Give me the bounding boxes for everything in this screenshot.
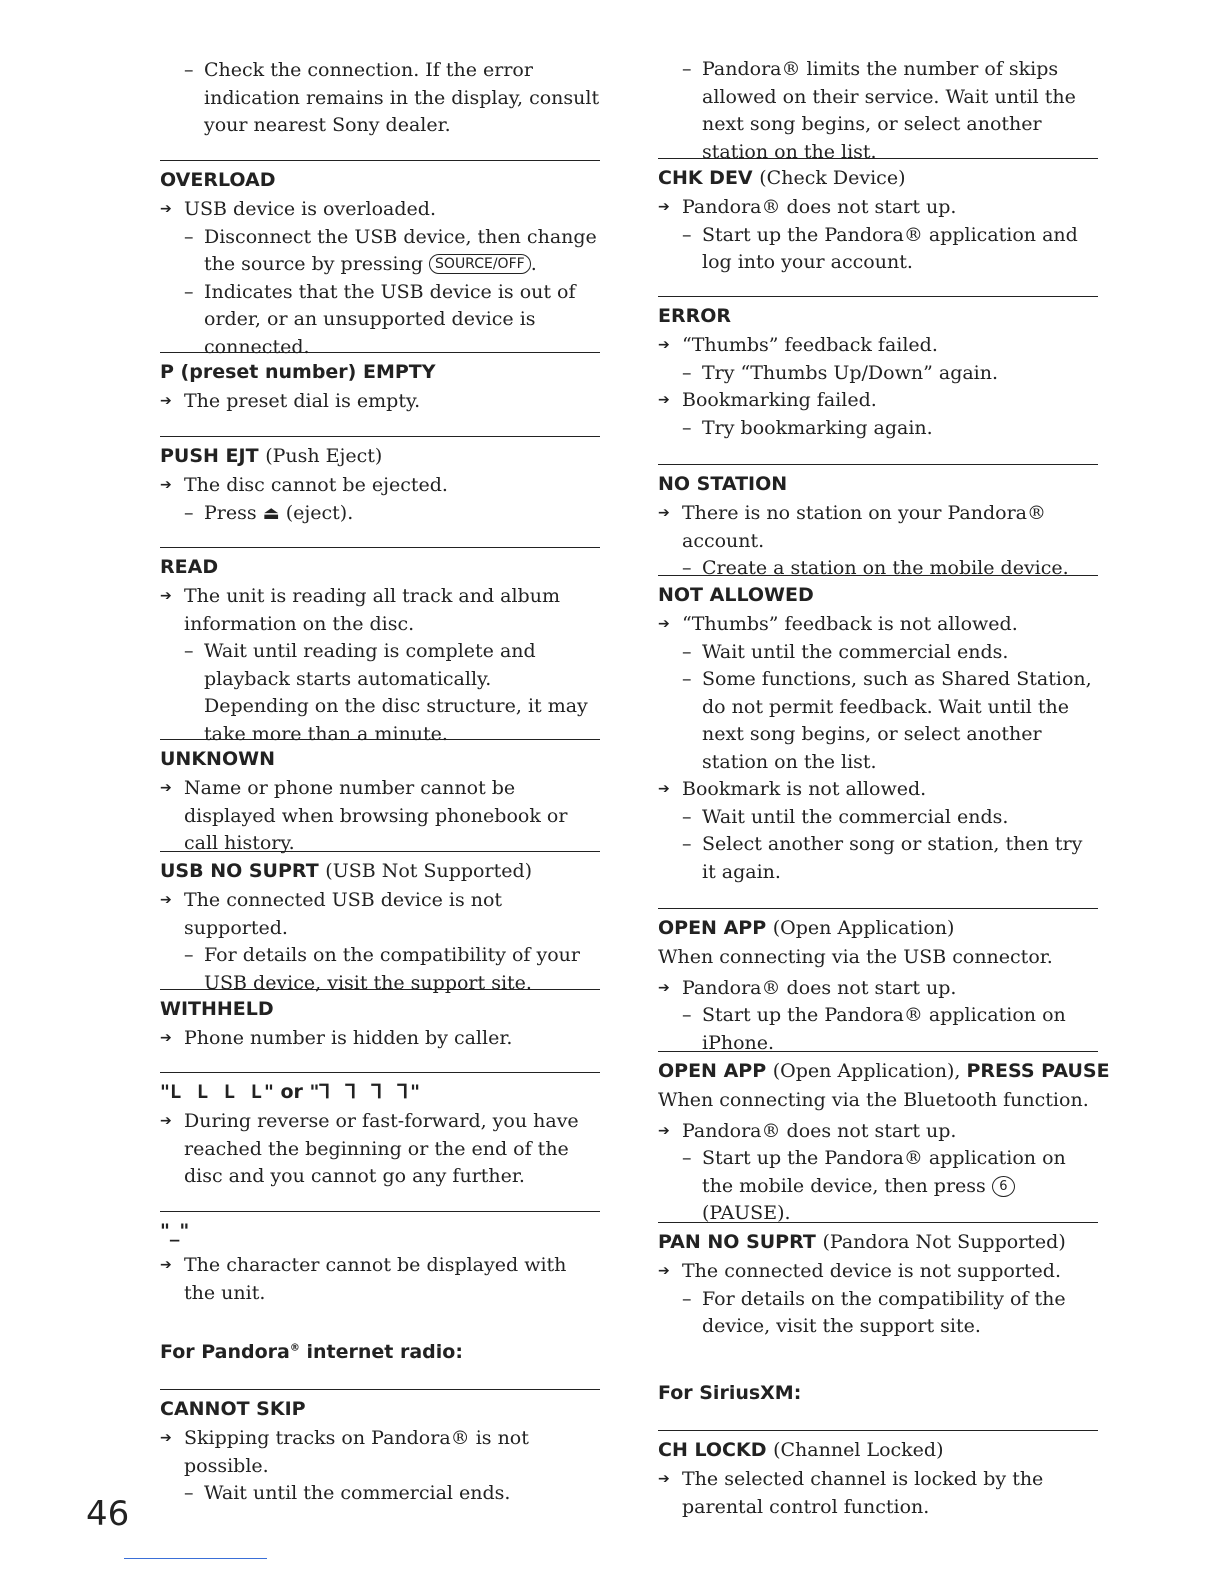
cause-text: ➔ Bookmark is not allowed. — [658, 776, 1098, 804]
remedy-text: – Try bookmarking again. — [658, 415, 1098, 443]
cause-text: ➔ Phone number is hidden by caller. — [160, 1025, 600, 1053]
cause-text: ➔ During reverse or fast-forward, you have reached the beginning or the end of the disc and you cannot go any further. — [160, 1108, 600, 1191]
remedy-text: – For details on the compatibility of your USB device, visit the support site. — [160, 942, 600, 997]
title-description: (Push Eject) — [265, 445, 383, 467]
message-segment-indication — [160, 1072, 600, 1191]
cause-text: ➔ The character cannot be displayed with the unit. — [160, 1252, 600, 1307]
cause-text: ➔ There is no station on your Pandora® account. — [658, 500, 1098, 555]
remedy-text: – Pandora® limits the number of skips allowed on their service. Wait until the next song begins, or select another station on the list. — [658, 56, 1098, 166]
remedy-text-part: (eject). — [279, 501, 354, 524]
remedy-text: – Check the connection. If the error indication remains in the display, consult your nearest Sony dealer. — [160, 57, 600, 140]
cause-text: ➔ The connected device is not supported. — [658, 1258, 1098, 1286]
remedy-text-part: Press — [204, 501, 263, 524]
remedy-text: – Start up the Pandora® application and log into your account. — [658, 222, 1098, 277]
title-description: (Check Device) — [759, 167, 906, 189]
cause-text: ➔ Skipping tracks on Pandora® is not possible. — [160, 1425, 600, 1480]
title-description: (Open Application) — [772, 917, 955, 939]
segment-end-indicator: ꓶ ꓶ ꓶ ꓶ — [319, 1081, 411, 1103]
title-code: PUSH EJT — [160, 445, 259, 467]
message-title — [658, 165, 1098, 191]
remedy-text: – Try “Thumbs Up/Down” again. — [658, 360, 1098, 388]
cause-text: ➔ “Thumbs” feedback failed. — [658, 332, 1098, 360]
source-off-key-icon: SOURCE/OFF — [429, 254, 531, 274]
cause-text: ➔ The disc cannot be ejected. — [160, 472, 600, 500]
title-code: PAN NO SUPRT — [658, 1231, 816, 1253]
siriusxm-section-heading: For SiriusXM: — [658, 1382, 802, 1404]
quote-mark: " — [160, 1081, 170, 1103]
title-code: OPEN APP — [658, 1060, 767, 1082]
eject-icon: ⏏ — [262, 502, 280, 524]
remedy-text — [160, 500, 600, 528]
message-preset-empty — [160, 352, 600, 416]
remedy-text: – Wait until the commercial ends. — [160, 1480, 600, 1508]
page-number: 46 — [86, 1494, 130, 1534]
message-overload — [160, 160, 600, 361]
message-cannot-skip — [160, 1389, 600, 1508]
remedy-text: – For details on the compatibility of the device, visit the support site. — [658, 1286, 1098, 1341]
message-title: NO STATION — [658, 473, 788, 495]
remedy-text: – Indicates that the USB device is out of order, or an unsupported device is connected. — [160, 279, 600, 362]
message-title: WITHHELD — [160, 998, 274, 1020]
message-pan-no-suprt — [658, 1222, 1098, 1341]
remedy-text: – Wait until reading is complete and playback starts automatically. Depending on the disc structure, it may take more than a minute. — [160, 638, 600, 748]
pause-key-icon: 6 — [992, 1176, 1015, 1197]
cause-text: ➔ “Thumbs” feedback is not allowed. — [658, 611, 1098, 639]
continued-item — [160, 57, 600, 140]
or-text: or — [273, 1081, 310, 1103]
message-underscore — [160, 1211, 600, 1307]
pandora-section-heading — [160, 1341, 463, 1363]
remedy-text-part: . — [530, 253, 537, 275]
title-description: (USB Not Supported) — [325, 860, 533, 882]
message-title: UNKNOWN — [160, 748, 275, 770]
title-code: CHK DEV — [658, 167, 753, 189]
quote-mark: " — [410, 1081, 421, 1103]
remedy-text: – Wait until the commercial ends. — [658, 804, 1098, 832]
quote-mark: " — [309, 1081, 320, 1103]
cause-text: ➔ Pandora® does not start up. — [658, 1118, 1098, 1146]
cause-text: ➔ Pandora® does not start up. — [658, 194, 1098, 222]
message-title — [658, 1058, 1110, 1084]
remedy-text-part: Disconnect the USB device, then change the source by pressing — [204, 225, 597, 275]
remedy-text — [658, 1145, 1098, 1228]
message-ch-lockd — [658, 1430, 1098, 1521]
cause-text: ➔ The preset dial is empty. — [160, 388, 600, 416]
title-code: CH LOCKD — [658, 1439, 767, 1461]
message-chk-dev — [658, 158, 1098, 277]
continued-item — [658, 56, 1098, 166]
cause-text: ➔ USB device is overloaded. — [160, 196, 600, 224]
remedy-text: – Some functions, such as Shared Station, do not permit feedback. Wait until the next song begins, or select another station on the list. — [658, 666, 1098, 776]
title-description: (Channel Locked) — [773, 1439, 944, 1461]
message-title — [658, 1437, 1098, 1463]
remedy-text — [160, 224, 600, 279]
cause-text: ➔ The connected USB device is not supported. — [160, 887, 600, 942]
segment-start-indicator: L L L L — [169, 1081, 264, 1103]
heading-text: For Pandora — [160, 1341, 290, 1363]
remedy-text: – Select another song or station, then try it again. — [658, 831, 1098, 886]
footer-rule — [124, 1558, 267, 1559]
title-code: OPEN APP — [658, 917, 767, 939]
message-open-app-bluetooth — [658, 1051, 1110, 1228]
message-read — [160, 547, 600, 748]
cause-text: ➔ The selected channel is locked by the parental control function. — [658, 1466, 1098, 1521]
message-title — [658, 915, 1098, 941]
cause-text: ➔ Bookmarking failed. — [658, 387, 1098, 415]
remedy-text: – Create a station on the mobile device. — [658, 555, 1098, 583]
message-title — [160, 858, 600, 884]
remedy-text: – Start up the Pandora® application on iPhone. — [658, 1002, 1098, 1057]
message-withheld — [160, 989, 600, 1053]
message-unknown — [160, 739, 600, 858]
title-description: (Pandora Not Supported) — [822, 1231, 1066, 1253]
message-title: P (preset number) EMPTY — [160, 361, 436, 383]
message-usb-no-suprt — [160, 851, 600, 997]
message-open-app-usb — [658, 908, 1098, 1057]
remedy-text-part: Start up the Pandora® application on the mobile device, then press — [702, 1147, 1066, 1197]
message-no-station — [658, 464, 1098, 583]
condition-note: When connecting via the USB connector. — [658, 946, 1053, 968]
message-title: OVERLOAD — [160, 169, 276, 191]
cause-text: ➔ Pandora® does not start up. — [658, 975, 1098, 1003]
title-code: USB NO SUPRT — [160, 860, 319, 882]
message-title: CANNOT SKIP — [160, 1398, 306, 1420]
message-title: READ — [160, 556, 219, 578]
cause-text: ➔ Name or phone number cannot be displayed when browsing phonebook or call history. — [160, 775, 600, 858]
message-not-allowed — [658, 575, 1098, 886]
title-code: PRESS PAUSE — [966, 1060, 1110, 1082]
message-title — [658, 1229, 1098, 1255]
title-description: (Open Application), — [772, 1060, 967, 1082]
message-title — [160, 1079, 600, 1105]
remedy-text-part: (PAUSE). — [702, 1202, 791, 1224]
cause-text: ➔ The unit is reading all track and album information on the disc. — [160, 583, 600, 638]
message-title: "_" — [160, 1220, 190, 1242]
message-title — [160, 443, 600, 469]
message-title: NOT ALLOWED — [658, 584, 814, 606]
heading-text: internet radio: — [299, 1341, 463, 1363]
condition-note: When connecting via the Bluetooth function. — [658, 1089, 1089, 1111]
message-title: ERROR — [658, 305, 732, 327]
message-error — [658, 296, 1098, 442]
quote-mark: " — [263, 1081, 274, 1103]
registered-mark: ® — [289, 1342, 300, 1354]
message-push-ejt — [160, 436, 600, 527]
remedy-text: – Wait until the commercial ends. — [658, 639, 1098, 667]
